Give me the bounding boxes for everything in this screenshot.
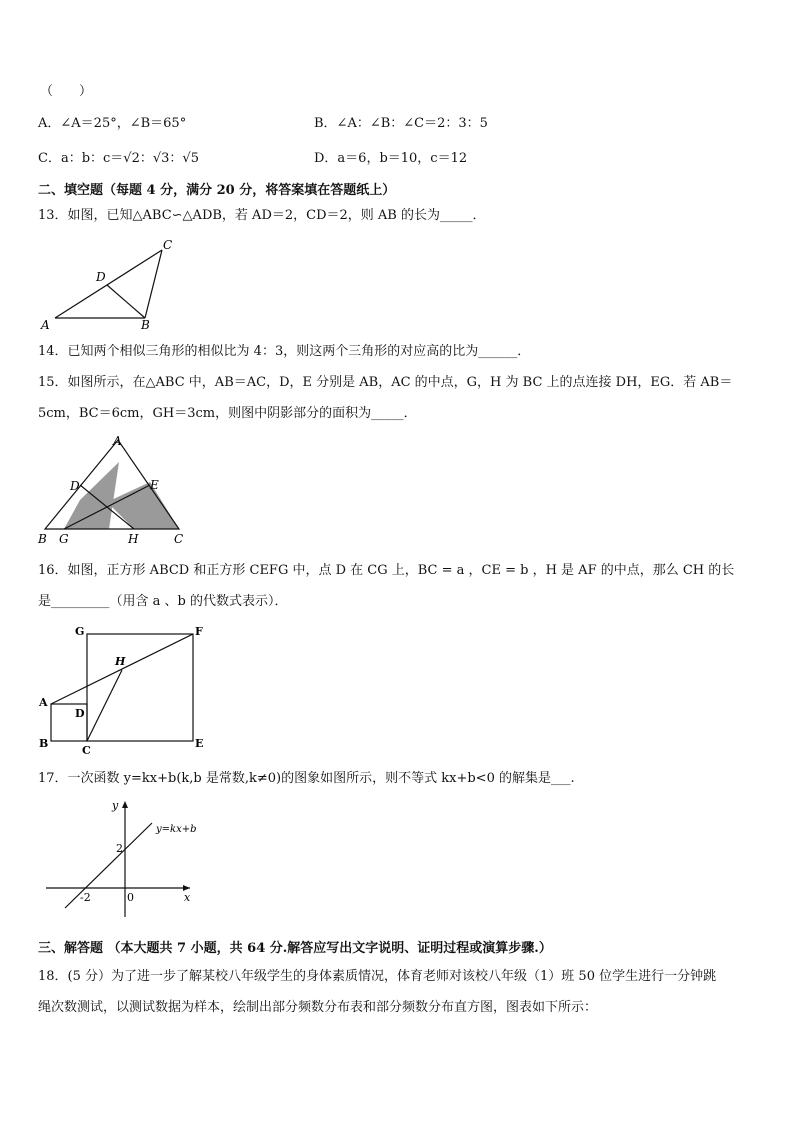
q16-text-line2: 是_________（用含 a 、b 的代数式表示）． <box>38 594 288 609</box>
q16-square-cefg <box>87 634 193 741</box>
q17-text: 17．一次函数 y=kx+b(k,b 是常数,k≠0)的图象如图所示，则不等式 kx+b<0 的解集是___. <box>38 771 575 786</box>
q13-label-d: D <box>96 270 106 284</box>
q17-figure <box>40 795 210 920</box>
q16-label-a: A <box>39 696 48 709</box>
q13-segment-db <box>107 285 145 318</box>
q13-label-a: A <box>41 318 50 332</box>
q16-label-b: B <box>39 737 49 750</box>
section2-heading: 二、填空题（每题 4 分，满分 20 分，将答案填在答题纸上） <box>38 183 396 198</box>
section3-heading: 三、解答题 （本大题共 7 小题，共 64 分.解答应写出文字说明、证明过程或演算步骤.） <box>38 941 552 956</box>
q16-figure <box>35 620 220 760</box>
q13-figure <box>35 235 185 335</box>
q13-segment-ac <box>55 250 162 318</box>
q17-label-origin: 0 <box>127 891 134 904</box>
q15-label-a: A <box>113 434 122 448</box>
q17-function-line <box>65 823 152 908</box>
q12-paren: （ ） <box>40 84 93 99</box>
q15-text-line2: 5cm，BC＝6cm，GH＝3cm，则图中阴影部分的面积为_____． <box>38 406 417 421</box>
q17-label-y: y <box>112 799 119 812</box>
q15-label-h: H <box>128 532 139 546</box>
q12-option-c: C．a：b：c＝√2：√3：√5 <box>38 151 199 166</box>
q18-text-line2: 绳次数测试，以测试数据为样本，绘制出部分频数分布表和部分频数分布直方图，图表如下所示： <box>38 1000 598 1015</box>
q12-option-d: D．a＝6，b＝10，c＝12 <box>314 151 468 166</box>
q17-y-arrow <box>122 801 128 808</box>
q16-label-f: F <box>195 625 203 638</box>
q18-text-line1: 18．(5 分）为了进一步了解某校八年级学生的身体素质情况，体育老师对该校八年级（1）班 50 位学生进行一分钟跳 <box>38 969 717 984</box>
q12-option-b: B．∠A：∠B：∠C＝2：3：5 <box>314 116 488 131</box>
q16-segment-ch <box>87 670 122 741</box>
q17-label-fn: y=kx+b <box>156 824 197 835</box>
q16-segment-af <box>51 634 193 704</box>
q17-label-xint: -2 <box>80 891 91 904</box>
q13-segment-bc <box>145 250 162 318</box>
q13-text: 13．如图，已知△ABC∽△ADB，若 AD＝2，CD＝2，则 AB 的长为_____． <box>38 208 486 223</box>
q16-text-line1: 16．如图，正方形 ABCD 和正方形 CEFG 中，点 D 在 CG 上，BC = a ，CE = b ，H 是 AF 的中点，那么 CH 的长 <box>38 563 735 578</box>
q13-label-c: C <box>163 238 173 252</box>
q16-label-e: E <box>195 737 204 750</box>
q15-figure <box>35 430 195 548</box>
q15-label-b: B <box>38 532 47 546</box>
q16-label-g: G <box>75 625 85 638</box>
q15-text-line1: 15．如图所示，在△ABC 中，AB＝AC，D，E 分别是 AB，AC 的中点，G，H 为 BC 上的点连接 DH，EG．若 AB＝ <box>38 375 733 390</box>
q15-label-g: G <box>59 532 69 546</box>
q14-text: 14．已知两个相似三角形的相似比为 4：3，则这两个三角形的对应高的比为______． <box>38 344 531 359</box>
q15-label-e: E <box>150 478 159 492</box>
q16-label-h: H <box>115 655 126 668</box>
q12-option-a: A．∠A＝25°，∠B＝65° <box>38 116 187 131</box>
q15-label-d: D <box>70 479 80 493</box>
q16-label-d: D <box>75 707 85 720</box>
q16-label-c: C <box>82 744 91 757</box>
q17-label-yint: 2 <box>116 842 123 855</box>
q17-label-x: x <box>184 891 191 904</box>
q13-label-b: B <box>141 318 150 332</box>
q15-label-c: C <box>174 532 184 546</box>
